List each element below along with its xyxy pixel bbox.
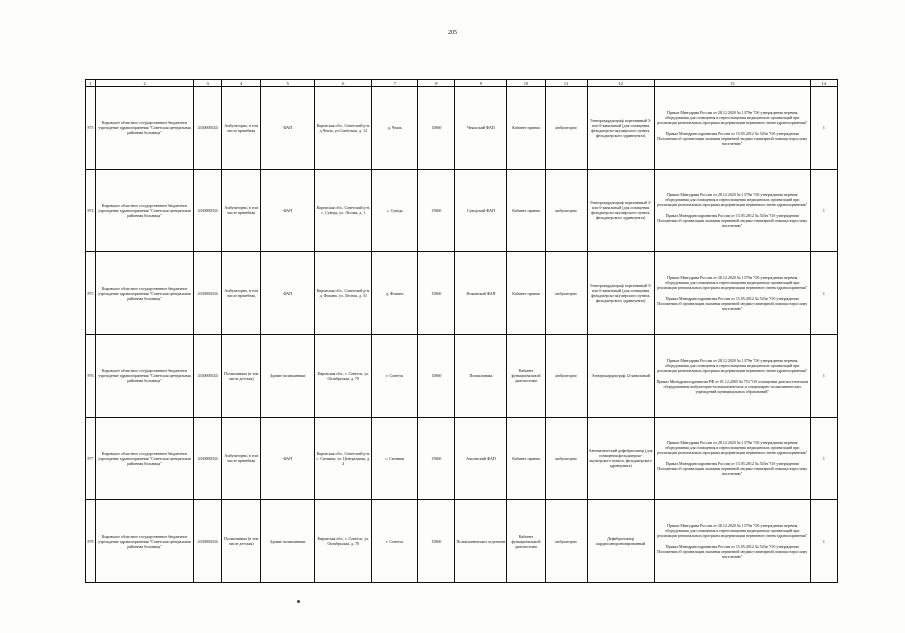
order-text: Приказ Минздравсоцразвития России от 15.05.2012 № 543н "Об утверждении Положения об организации оказания первичной медико-санитарной помощи взрослому населению"	[657, 461, 808, 477]
orders-cell	[654, 87, 810, 170]
unit-cell: ФАП	[261, 417, 315, 500]
orders-cell	[654, 500, 810, 583]
orders-cell	[654, 252, 810, 335]
address-cell: Кировская обл., г. Советск, ул. Октябрьская, д. 70	[315, 500, 372, 583]
locality-cell: д. Фокино	[372, 252, 418, 335]
code-cell: 4330000334	[194, 500, 222, 583]
column-header: 1	[86, 80, 96, 87]
condition-cell: амбулаторно	[545, 417, 587, 500]
facility-cell: Ашланский ФАП	[455, 417, 507, 500]
condition-cell: амбулаторно	[545, 500, 587, 583]
count-cell: 15860	[418, 417, 455, 500]
room-cell: Кабинет функциональной диагностики	[507, 334, 545, 417]
row-number: 877	[86, 417, 96, 500]
care-type-cell: Амбулаторно, в том числе врачебная	[222, 252, 261, 335]
room-cell: Кабинет приема	[507, 169, 545, 252]
orders-cell	[654, 169, 810, 252]
quantity-cell: 1	[810, 169, 837, 252]
table-row	[86, 417, 838, 500]
organization-cell: Кировское областное государственное бюджетное учреждение здравоохранения "Советская центральная районная больница"	[96, 87, 194, 170]
column-header: 14	[810, 80, 837, 87]
organization-cell: Кировское областное государственное бюджетное учреждение здравоохранения "Советская центральная районная больница"	[96, 500, 194, 583]
locality-cell: г. Советск	[372, 500, 418, 583]
condition-cell: амбулаторно	[545, 169, 587, 252]
code-cell: 4330000334	[194, 334, 222, 417]
column-header: 12	[587, 80, 654, 87]
column-header: 9	[455, 80, 507, 87]
column-header: 7	[372, 80, 418, 87]
table-row	[86, 252, 838, 335]
code-cell: 4330000334	[194, 169, 222, 252]
room-cell: Кабинет приема	[507, 252, 545, 335]
code-cell: 4330000334	[194, 252, 222, 335]
facility-cell: Суводский ФАП	[455, 169, 507, 252]
equipment-cell: Электрокардиограф портативный 3- или 6-канальный (для оснащения фельдшерско-акушерского пункта, фельдшерского здравпункта)	[587, 87, 654, 170]
equipment-cell: Автоматический дефибриллятор (для оснащения фельдшерско-акушерского пункта, фельдшерского здравпункта)	[587, 417, 654, 500]
quantity-cell: 1	[810, 252, 837, 335]
quantity-cell: 1	[810, 334, 837, 417]
unit-cell: ФАП	[261, 87, 315, 170]
orders-cell	[654, 417, 810, 500]
table-row	[86, 500, 838, 583]
organization-cell: Кировское областное государственное бюджетное учреждение здравоохранения "Советская центральная районная больница"	[96, 334, 194, 417]
facility-cell: Чеяльский ФАП	[455, 87, 507, 170]
code-cell: 4330000334	[194, 417, 222, 500]
unit-cell: ФАП	[261, 252, 315, 335]
locality-cell: с. Суводь	[372, 169, 418, 252]
column-header: 4	[222, 80, 261, 87]
facility-cell: Поликлиника	[455, 334, 507, 417]
order-text: Приказ Минздрава России от 28.12.2020 № 1379н "Об утверждении перечня оборудования для оснащения и переоснащения медицинских организаций при реализации региональных программ модернизации первичного звена здравоохранения"	[657, 440, 808, 456]
address-cell: Кировская обл., г. Советск, ул. Октябрьская, д. 70	[315, 334, 372, 417]
table-row	[86, 87, 838, 170]
column-header: 8	[418, 80, 455, 87]
orders-cell	[654, 334, 810, 417]
organization-cell: Кировское областное государственное бюджетное учреждение здравоохранения "Советская центральная районная больница"	[96, 417, 194, 500]
care-type-cell: Поликлиника (в том числе детская)	[222, 334, 261, 417]
column-header: 10	[507, 80, 545, 87]
page-number: 205	[448, 30, 457, 36]
care-type-cell: Амбулаторно, в том числе врачебная	[222, 87, 261, 170]
quantity-cell: 1	[810, 417, 837, 500]
care-type-cell: Амбулаторно, в том числе врачебная	[222, 417, 261, 500]
row-number: 875	[86, 252, 96, 335]
condition-cell: амбулаторно	[545, 334, 587, 417]
equipment-cell: Электрокардиограф портативный 3- или 6-канальный (для оснащения фельдшерско-акушерского пункта, фельдшерского здравпункта)	[587, 169, 654, 252]
organization-cell: Кировское областное государственное бюджетное учреждение здравоохранения "Советская центральная районная больница"	[96, 252, 194, 335]
room-cell: Кабинет функциональной диагностики	[507, 500, 545, 583]
equipment-table	[85, 79, 838, 583]
equipment-cell: Дефибриллятор кардиосинхронизированный	[587, 500, 654, 583]
count-cell: 15860	[418, 87, 455, 170]
address-cell: Кировская обл., Советский р-н, д. Фокино, ул. Лесная, д. 31	[315, 252, 372, 335]
facility-cell: Поликлиническое отделение	[455, 500, 507, 583]
table-row	[86, 169, 838, 252]
count-cell: 15860	[418, 169, 455, 252]
column-header: 3	[194, 80, 222, 87]
order-text: Приказ Минздравсоцразвития России от 15.05.2012 № 543н "Об утверждении Положения об организации оказания первичной медико-санитарной помощи взрослому населению"	[657, 544, 808, 560]
scan-dot	[297, 600, 300, 603]
equipment-cell: Электрокардиограф портативный 3- или 6-канальный (для оснащения фельдшерско-акушерского пункта, фельдшерского здравпункта)	[587, 252, 654, 335]
code-cell: 4330000334	[194, 87, 222, 170]
column-header: 11	[545, 80, 587, 87]
row-number: 876	[86, 334, 96, 417]
column-header: 5	[261, 80, 315, 87]
locality-cell: г. Советск	[372, 334, 418, 417]
order-text: Приказ Минздравсоцразвития России от 15.05.2012 № 543н "Об утверждении Положения об организации оказания первичной медико-санитарной помощи взрослому населению"	[657, 130, 808, 146]
equipment-cell: Электрокардиограф 12-канальный	[587, 334, 654, 417]
count-cell: 15860	[418, 252, 455, 335]
count-cell: 15860	[418, 500, 455, 583]
row-number: 873	[86, 87, 96, 170]
facility-cell: Фокинский ФАП	[455, 252, 507, 335]
condition-cell: амбулаторно	[545, 87, 587, 170]
column-header: 13	[654, 80, 810, 87]
unit-cell: ФАП	[261, 169, 315, 252]
column-header-row	[86, 80, 838, 87]
care-type-cell: Поликлиника (в том числе детская)	[222, 500, 261, 583]
table-row	[86, 334, 838, 417]
locality-cell: д. Чеяль	[372, 87, 418, 170]
address-cell: Кировская обл., Советский р-н, с. Суводь, ул. Лесная, д. 1	[315, 169, 372, 252]
address-cell: Кировская обл., Советский р-н, с. Ситники, ул. Центральная, д. 4	[315, 417, 372, 500]
order-text: Приказ Минздрава России от 28.12.2020 № 1379н "Об утверждении перечня оборудования для оснащения и переоснащения медицинских организаций при реализации региональных программ модернизации первичного звена здравоохранения"	[657, 523, 808, 539]
row-number: 874	[86, 169, 96, 252]
order-text: Приказ Минздрава России от 28.12.2020 № 1379н "Об утверждении перечня оборудования для оснащения и переоснащения медицинских организаций при реализации региональных программ модернизации первичного звена здравоохранения"	[657, 192, 808, 208]
order-text: Приказ Минздрава России от 28.12.2020 № 1379н "Об утверждении перечня оборудования для оснащения и переоснащения медицинских организаций при реализации региональных программ модернизации первичного звена здравоохранения"	[657, 357, 808, 373]
organization-cell: Кировское областное государственное бюджетное учреждение здравоохранения "Советская центральная районная больница"	[96, 169, 194, 252]
column-header: 2	[96, 80, 194, 87]
quantity-cell: 1	[810, 87, 837, 170]
room-cell: Кабинет приема	[507, 417, 545, 500]
column-header: 6	[315, 80, 372, 87]
address-cell: Кировская обл., Советский р-н, д.Чеяль, ул.Советская, д. 12	[315, 87, 372, 170]
unit-cell: Здание поликлиники	[261, 334, 315, 417]
room-cell: Кабинет приема	[507, 87, 545, 170]
order-text: Приказ Минздрава России от 28.12.2020 № 1379н "Об утверждении перечня оборудования для оснащения и переоснащения медицинских организаций при реализации региональных программ модернизации первичного звена здравоохранения"	[657, 109, 808, 125]
care-type-cell: Амбулаторно, в том числе врачебная	[222, 169, 261, 252]
row-number: 878	[86, 500, 96, 583]
count-cell: 15860	[418, 334, 455, 417]
quantity-cell: 1	[810, 500, 837, 583]
unit-cell: Здание поликлиники	[261, 500, 315, 583]
locality-cell: с. Ситники	[372, 417, 418, 500]
order-text: Приказ Минздравсоцразвития России от 15.05.2012 № 543н "Об утверждении Положения об организации оказания первичной медико-санитарной помощи взрослому населению"	[657, 213, 808, 229]
order-text: Приказ Минздравсоцразвития РФ от 01.12.2005 № 753 "Об оснащении диагностическим оборудованием амбулаторно-поликлинических и стационарно-поликлинических учреждений муниципальных образований"	[656, 378, 809, 394]
order-text: Приказ Минздрава России от 28.12.2020 № 1379н "Об утверждении перечня оборудования для оснащения и переоснащения медицинских организаций при реализации региональных программ модернизации первичного звена здравоохранения"	[657, 275, 808, 291]
order-text: Приказ Минздравсоцразвития России от 15.05.2012 № 543н "Об утверждении Положения об организации оказания первичной медико-санитарной помощи взрослому населению"	[657, 296, 808, 312]
condition-cell: амбулаторно	[545, 252, 587, 335]
